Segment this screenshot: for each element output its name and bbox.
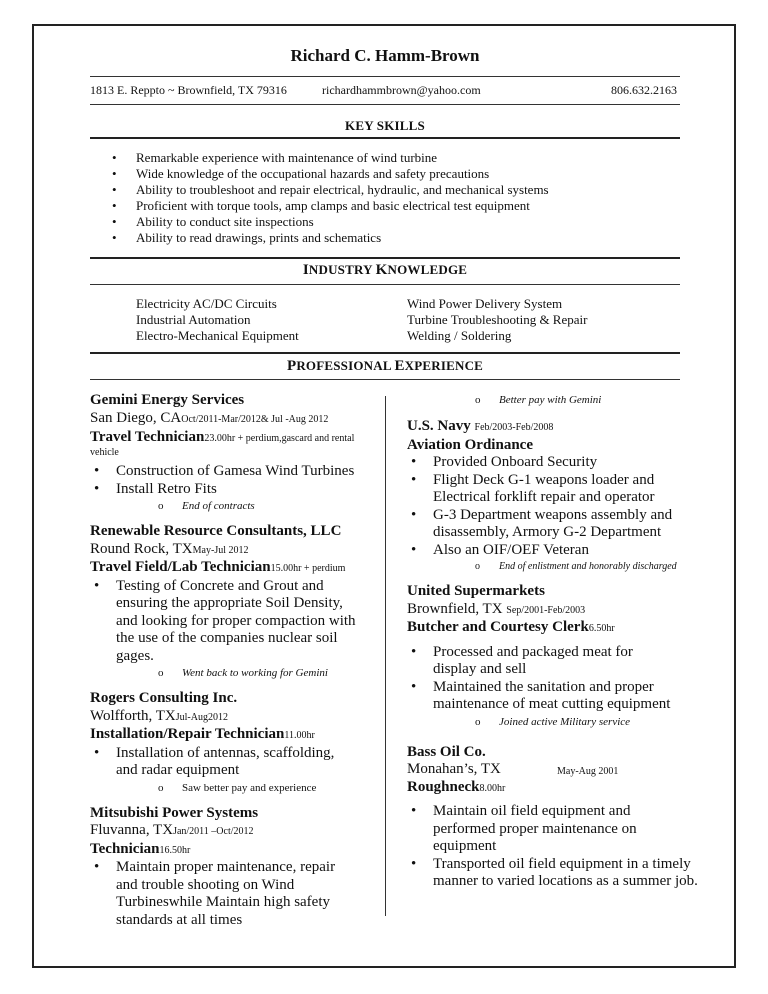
job-bullet: • Transported oil field equipment in a timely manner to varied locations as a summer job. [407,856,698,891]
knowledge-item: Turbine Troubleshooting & Repair [407,312,588,327]
job-location: San Diego, CAOct/2011-Mar/2012& Jul -Aug 2012 [90,409,329,426]
job-bullet: • Also an OIF/OEF Veteran [407,542,682,560]
experience-title: PROFESSIONAL EXPERIENCE [286,358,484,374]
resume-name: Richard C. Hamm-Brown [290,46,480,65]
job-note: o End of contracts [90,498,380,514]
job-title: Aviation Ordinance [407,436,533,453]
job-entry [407,418,682,575]
knowledge-item: Industrial Automation [136,312,251,327]
job-bullet: • Install Retro Fits [90,481,380,499]
experience-right-column [407,392,698,891]
employer-name: Bass Oil Co. [407,743,486,760]
employer-name: Rogers Consulting Inc. [90,690,238,706]
job-location: Wolfforth, TXJul-Aug2012 [90,707,228,724]
contact-divider [90,104,680,105]
experience-bottom-rule [90,379,680,380]
address: 1813 E. Reppto ~ Brownfield, TX 79316 [90,83,287,97]
job-title: Technician16.50hr [90,840,191,857]
header-divider [90,76,680,77]
job-bullet: • Maintain proper maintenance, repair and trouble shooting on Wind Turbineswhile Maintain high safety standards at all times [90,859,356,929]
job-title: Butcher and Courtesy Clerk6.50hr [407,619,615,635]
knowledge-item: Welding / Soldering [407,328,512,343]
job-bullet: • Maintain oil field equipment and performed proper maintenance on equipment [407,803,668,856]
job-bullet: • Processed and packaged meat for display and sell [407,644,668,679]
industry-bottom-rule [90,284,680,285]
job-location: Brownfield, TX Sep/2001-Feb/2003 [407,600,586,617]
job-bullet: • Construction of Gamesa Wind Turbines [90,463,380,481]
email[interactable]: richardhammbrown@yahoo.com [322,83,481,97]
knowledge-item: Electro-Mechanical Equipment [136,328,299,343]
job-title: Roughneck8.00hr [407,778,506,795]
key-skills-title: KEY SKILLS [345,118,425,133]
employer-name: United Supermarkets [407,583,545,599]
job-note: o Went back to working for Gemini [90,665,380,681]
industry-left-list [136,296,299,344]
job-bullet: • Maintained the sanitation and proper maintenance of meat cutting equipment [407,679,683,714]
job-location: Monahan’s, TX May-Aug 2001 [407,761,619,777]
job-location: Fluvanna, TXJan/2011 –Oct/2012 [90,822,254,838]
phone: 806.632.2163 [611,83,677,97]
job-bullet: • G-3 Department weapons assembly and disassembly, Armory G-2 Department [407,507,683,542]
skill-item: • Proficient with torque tools, amp clamps and basic electrical test equipment [112,198,549,214]
skill-item: • Ability to conduct site inspections [112,214,549,230]
job-entry [407,583,682,730]
knowledge-item: Wind Power Delivery System [407,296,563,311]
industry-top-rule [90,257,680,259]
key-skills-rule [90,137,680,139]
employer-name: Renewable Resource Consultants, LLC [90,523,342,539]
skill-item: • Remarkable experience with maintenance of wind turbine [112,150,549,166]
job-note: o Joined active Military service [407,714,682,730]
job-entry [90,690,380,796]
job-title: Travel Field/Lab Technician15.00hr + perdium [90,559,346,575]
job-note: o Better pay with Gemini [407,392,682,408]
job-bullet: • Testing of Concrete and Grout and ensuring the appropriate Soil Density, and looking for proper compaction with the use of the companies nuclear soil gages. [90,578,356,666]
job-entry [90,805,380,930]
employer-name: Mitsubishi Power Systems [90,804,259,821]
job-note: o Saw better pay and experience [90,780,380,796]
industry-title: INDUSTRY KNOWLEDGE [302,262,468,278]
job-entry [407,743,698,891]
industry-right-list [407,296,587,344]
job-bullet: • Flight Deck G-1 weapons loader and Electrical forklift repair and operator [407,472,683,507]
skill-item: • Ability to read drawings, prints and schematics [112,230,549,246]
key-skills-list [112,150,549,246]
job-location: Round Rock, TXMay-Jul 2012 [90,540,249,557]
skill-item: • Ability to troubleshoot and repair electrical, hydraulic, and mechanical systems [112,182,549,198]
job-entry [90,392,380,514]
job-entry [90,523,380,681]
column-divider [385,396,386,916]
experience-left-column [90,392,380,929]
job-bullet: • Installation of antennas, scaffolding, and radar equipment [90,745,356,780]
job-title: Installation/Repair Technician11.00hr [90,726,315,742]
employer-name: Gemini Energy Services [90,392,245,408]
experience-top-rule [90,352,680,354]
job-bullet: • Provided Onboard Security [407,454,682,472]
job-note: o End of enlistment and honorably discharged [407,559,682,575]
knowledge-item: Electricity AC/DC Circuits [136,296,277,311]
job-title: Travel Technician23.00hr + perdium,gascard and rental vehicle [90,429,355,458]
employer-line: U.S. Navy Feb/2003-Feb/2008 [407,418,554,434]
skill-item: • Wide knowledge of the occupational hazards and safety precautions [112,166,549,182]
